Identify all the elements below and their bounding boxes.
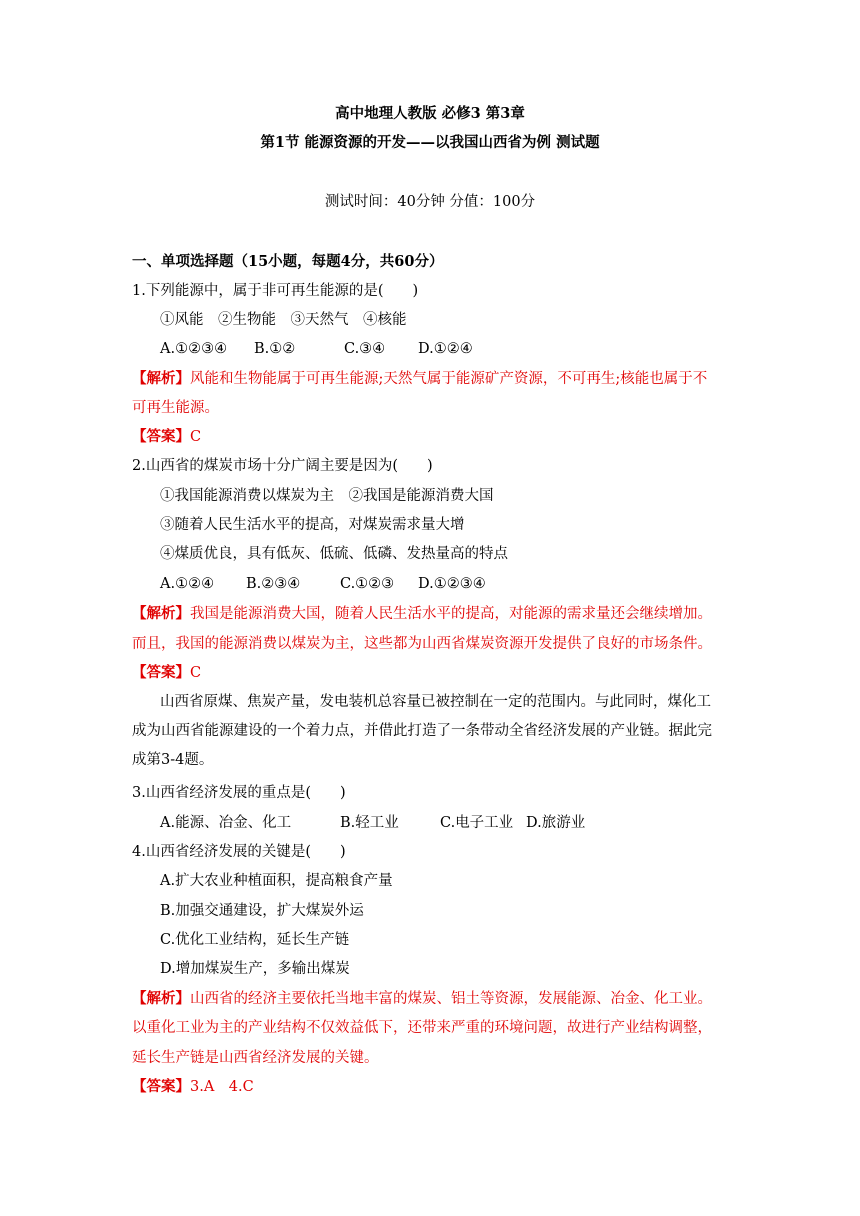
q4-option-d: D.增加煤炭生产，多输出煤炭 (160, 961, 350, 977)
q2-analysis-text: 我国是能源消费大国，随着人民生活水平的提高，对能源的需求量还会继续增加。 (190, 606, 712, 622)
q1-options (160, 339, 473, 359)
q34-analysis-cont2: 延长生产链是山西省经济发展的关键。 (132, 1050, 379, 1066)
q2-item2: ③随着人民生活水平的提高，对煤炭需求量大增 (160, 517, 465, 533)
q4-option-a: A.扩大农业种植面积，提高粮食产量 (160, 873, 393, 889)
q2-stem: 2.山西省的煤炭市场十分广阔主要是因为( ) (132, 458, 433, 474)
passage-line2: 成为山西省能源建设的一个着力点，并借此打造了一条带动全省经济发展的产业链。据此完 (132, 723, 712, 739)
q34-analysis-text: 山西省的经济主要依托当地丰富的煤炭、铝土等资源，发展能源、冶金、化工业。 (190, 991, 712, 1007)
q2-option-d: D.①②③④ (418, 576, 486, 592)
q3-option-d: D.旅游业 (526, 815, 586, 831)
q2-option-a: A.①②④ (160, 576, 215, 592)
passage-line3: 成第3-4题。 (132, 752, 214, 768)
q34-answer (132, 1077, 254, 1097)
analysis-label: 【解析】 (132, 605, 190, 622)
q2-options (160, 574, 486, 594)
q3-option-a: A.能源、冶金、化工 (160, 815, 292, 831)
q1-answer-value: C (190, 429, 202, 445)
doc-title-line1: 高中地理人教版 必修3 第3章 (335, 105, 525, 122)
q1-analysis-cont: 可再生能源。 (132, 400, 219, 416)
q1-option-c: C.③④ (344, 341, 386, 357)
q3-stem: 3.山西省经济发展的重点是( ) (132, 785, 346, 801)
answer-label: 【答案】 (132, 1078, 190, 1095)
q2-analysis (132, 604, 712, 624)
q2-answer (132, 663, 201, 683)
q2-analysis-cont: 而且，我国的能源消费以煤炭为主，这些都为山西省煤炭资源开发提供了良好的市场条件。 (132, 636, 712, 652)
q1-items: ①风能 ②生物能 ③天然气 ④核能 (160, 312, 407, 328)
q4-option-b: B.加强交通建设，扩大煤炭外运 (160, 903, 364, 919)
q1-analysis-text: 风能和生物能属于可再生能源;天然气属于能源矿产资源，不可再生;核能也属于不 (190, 371, 708, 387)
q1-analysis (132, 369, 707, 389)
analysis-label: 【解析】 (132, 990, 190, 1007)
q1-option-a: A.①②③④ (160, 341, 228, 357)
test-info: 测试时间：40分钟 分值：100分 (324, 194, 536, 210)
q2-option-b: B.②③④ (246, 576, 301, 592)
q2-answer-value: C (190, 665, 202, 681)
q2-option-c: C.①②③ (340, 576, 395, 592)
q1-option-b: B.①② (254, 341, 296, 357)
q2-item3: ④煤质优良，具有低灰、低硫、低磷、发热量高的特点 (160, 546, 508, 562)
section-heading: 一、单项选择题（15小题，每题4分，共60分） (132, 253, 444, 270)
q3-option-c: C.电子工业 (440, 815, 514, 831)
q2-item1: ①我国能源消费以煤炭为主 ②我国是能源消费大国 (160, 488, 494, 504)
analysis-label: 【解析】 (132, 370, 190, 387)
answer-label: 【答案】 (132, 664, 190, 681)
q3-options (160, 813, 585, 833)
q1-answer (132, 427, 201, 447)
q1-option-d: D.①②④ (418, 341, 473, 357)
passage-line1: 山西省原煤、焦炭产量，发电装机总容量已被控制在一定的范围内。与此同时，煤化工 (160, 694, 711, 710)
q34-analysis-cont1: 以重化工业为主的产业结构不仅效益低下，还带来严重的环境问题，故进行产业结构调整， (132, 1020, 712, 1036)
q4-stem: 4.山西省经济发展的关键是( ) (132, 844, 346, 860)
answer-label: 【答案】 (132, 428, 190, 445)
q4-option-c: C.优化工业结构，延长生产链 (160, 932, 350, 948)
q3-option-b: B.轻工业 (340, 815, 399, 831)
q34-analysis (132, 989, 712, 1009)
q34-answer-value: 3.A 4.C (190, 1079, 254, 1095)
doc-title-line2: 第1节 能源资源的开发——以我国山西省为例 测试题 (260, 134, 600, 151)
q1-stem: 1.下列能源中，属于非可再生能源的是( ) (132, 283, 419, 299)
